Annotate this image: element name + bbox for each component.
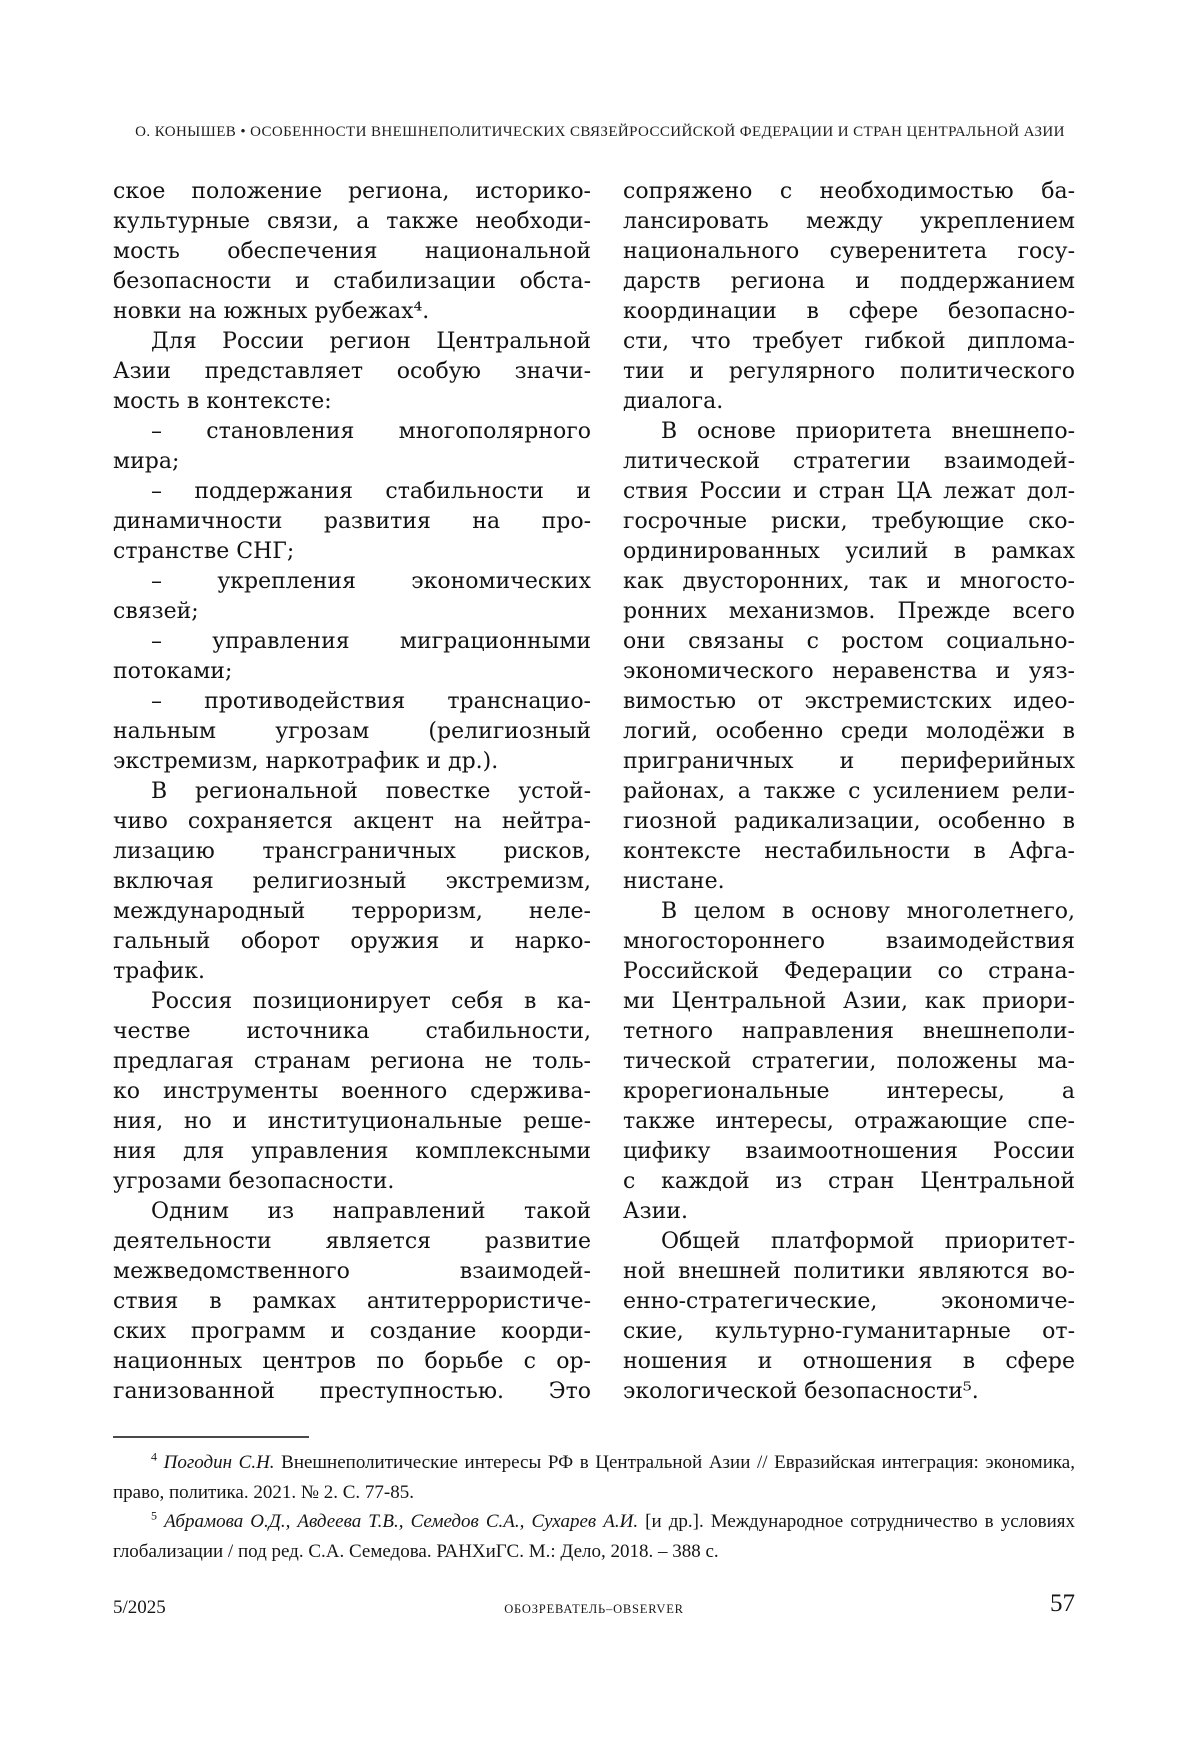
text-line: экономического неравенства и уяз- <box>623 659 1075 684</box>
journal-title: ОБОЗРЕВАТЕЛЬ–OBSERVER <box>504 1602 684 1616</box>
footnote-marker: 4 <box>151 1449 157 1464</box>
text-line: Для России регион Центральной <box>151 329 591 354</box>
text-line: – противодействия транснацио- <box>151 689 591 714</box>
footnote <box>113 1507 1075 1566</box>
text-line: ронних механизмов. Прежде всего <box>623 599 1075 624</box>
text-line: – становления многополярного <box>151 419 591 444</box>
footnote-separator <box>113 1436 309 1438</box>
article-body <box>113 177 1075 1407</box>
text-line: Азии. <box>623 1199 688 1224</box>
text-line: гальный оборот оружия и нарко- <box>113 929 591 954</box>
text-line: странстве СНГ; <box>113 539 295 564</box>
text-line: – управления миграционными <box>151 629 591 654</box>
text-line: дарств региона и поддержанием <box>623 269 1075 294</box>
text-line: лизацию трансграничных рисков, <box>113 839 591 864</box>
issue-number: 5/2025 <box>113 1597 166 1618</box>
text-line: Российской Федерации со страна- <box>623 959 1075 984</box>
text-line: госрочные риски, требующие ско- <box>623 509 1075 534</box>
page-number: 57 <box>1050 1590 1075 1617</box>
text-line: приграничных и периферийных <box>623 749 1075 774</box>
text-line: включая религиозный экстремизм, <box>113 869 591 894</box>
text-line: ское положение региона, историко- <box>113 179 591 204</box>
text-line: нальным угрозам (религиозный <box>113 719 591 744</box>
column-right <box>623 177 1075 1407</box>
text-line: трафик. <box>113 959 205 984</box>
text-line: мира; <box>113 449 180 474</box>
text-line: как двусторонних, так и многосто- <box>623 569 1075 594</box>
text-line: угрозами безопасности. <box>113 1169 395 1194</box>
text-line: тии и регулярного политического <box>623 359 1075 384</box>
text-line: новки на южных рубежах⁴. <box>113 299 430 324</box>
column-left <box>113 177 591 1407</box>
text-line: ной внешней политики являются во- <box>623 1259 1075 1284</box>
text-line: В региональной повестке устой- <box>151 779 591 804</box>
text-line: вимостью от экстремистских идео- <box>623 689 1075 714</box>
text-line: Россия позиционирует себя в ка- <box>151 989 591 1014</box>
text-line: ских программ и создание коорди- <box>113 1319 591 1344</box>
text-line: ношения и отношения в сфере <box>623 1349 1075 1374</box>
text-line: лансировать между укреплением <box>623 209 1075 234</box>
footnote-authors: Погодин С.Н. <box>157 1452 275 1473</box>
text-line: ординированных усилий в рамках <box>623 539 1075 564</box>
text-line: ния для управления комплексными <box>113 1139 591 1164</box>
text-line: тетного направления внешнеполи- <box>623 1019 1075 1044</box>
text-line: ствия в рамках антитеррористиче- <box>113 1289 591 1314</box>
text-line: – укрепления экономических <box>151 569 591 594</box>
text-line: национального суверенитета госу- <box>623 239 1075 264</box>
text-line: деятельности является развитие <box>113 1229 591 1254</box>
text-line: В целом в основу многолетнего, <box>661 899 1075 924</box>
text-line: ния, но и институциональные реше- <box>113 1109 591 1134</box>
text-line: межведомственного взаимодей- <box>113 1259 591 1284</box>
footnote-authors: Абрамова О.Д., Авдеева Т.В., Семедов С.А., Сухарев А.И. <box>157 1511 639 1532</box>
text-line: потоками; <box>113 659 233 684</box>
text-line: диалога. <box>623 389 724 414</box>
text-line: экстремизм, наркотрафик и др.). <box>113 749 499 774</box>
text-line: мость в контексте: <box>113 389 332 414</box>
running-head: О. КОНЫШЕВ • ОСОБЕННОСТИ ВНЕШНЕПОЛИТИЧЕСКИХ СВЯЗЕЙРОССИЙСКОЙ ФЕДЕРАЦИИ И СТРАН ЦЕНТРАЛЬНОЙ АЗИИ <box>135 124 1065 140</box>
text-line: – поддержания стабильности и <box>151 479 591 504</box>
text-line: координации в сфере безопасно- <box>623 299 1075 324</box>
text-line: культурные связи, а также необходи- <box>113 209 591 234</box>
text-line: международный терроризм, неле- <box>113 899 591 924</box>
text-line: гиозной радикализации, особенно в <box>623 809 1075 834</box>
text-line: с каждой из стран Центральной <box>623 1169 1075 1194</box>
text-line: районах, а также с усилением рели- <box>623 779 1075 804</box>
footnote-text: Внешнеполитические интересы РФ в Центральной Азии // Евразийская интеграция: экономика, право, политика. 2021. № 2. С. 77-85. <box>113 1452 1075 1503</box>
text-line: контексте нестабильности в Афга- <box>623 839 1075 864</box>
text-line: они связаны с ростом социально- <box>623 629 1075 654</box>
text-line: также интересы, отражающие спе- <box>623 1109 1075 1134</box>
text-line: сопряжено с необходимостью ба- <box>623 179 1075 204</box>
text-line: честве источника стабильности, <box>113 1019 591 1044</box>
page-footer <box>113 1590 1075 1624</box>
text-line: чиво сохраняется акцент на нейтра- <box>113 809 591 834</box>
text-line: тической стратегии, положены ма- <box>623 1049 1075 1074</box>
text-line: ские, культурно-гуманитарные от- <box>623 1319 1075 1344</box>
text-line: логий, особенно среди молодёжи в <box>623 719 1075 744</box>
text-line: экологической безопасности⁵. <box>623 1379 979 1404</box>
text-line: мость обеспечения национальной <box>113 239 591 264</box>
text-line: Азии представляет особую значи- <box>113 359 591 384</box>
footnote <box>113 1448 1075 1507</box>
text-line: ганизованной преступностью. Это <box>113 1379 591 1404</box>
footnotes <box>113 1448 1075 1566</box>
text-line: ко инструменты военного сдержива- <box>113 1079 591 1104</box>
text-line: сти, что требует гибкой диплома- <box>623 329 1075 354</box>
text-line: предлагая странам региона не толь- <box>113 1049 591 1074</box>
text-line: связей; <box>113 599 199 624</box>
text-line: ми Центральной Азии, как приори- <box>623 989 1075 1014</box>
text-line: национных центров по борьбе с ор- <box>113 1349 591 1374</box>
footnote-text: [и др.]. Международное сотрудничество в условиях глобализации / под ред. С.А. Семедова. РАНХиГС. М.: Дело, 2018. – 388 с. <box>113 1511 1075 1562</box>
text-line: енно-стратегические, экономиче- <box>623 1289 1075 1314</box>
footnote-marker: 5 <box>151 1508 157 1523</box>
text-line: Одним из направлений такой <box>151 1199 591 1224</box>
text-line: Общей платформой приоритет- <box>661 1229 1075 1254</box>
text-line: литической стратегии взаимодей- <box>623 449 1075 474</box>
text-line: крорегиональные интересы, а <box>623 1079 1075 1104</box>
text-line: цифику взаимоотношения России <box>623 1139 1075 1164</box>
text-line: В основе приоритета внешнепо- <box>661 419 1075 444</box>
text-line: ствия России и стран ЦА лежат дол- <box>623 479 1075 504</box>
text-line: многостороннего взаимодействия <box>623 929 1075 954</box>
text-line: нистане. <box>623 869 725 894</box>
text-line: безопасности и стабилизации обста- <box>113 269 591 294</box>
text-line: динамичности развития на про- <box>113 509 591 534</box>
